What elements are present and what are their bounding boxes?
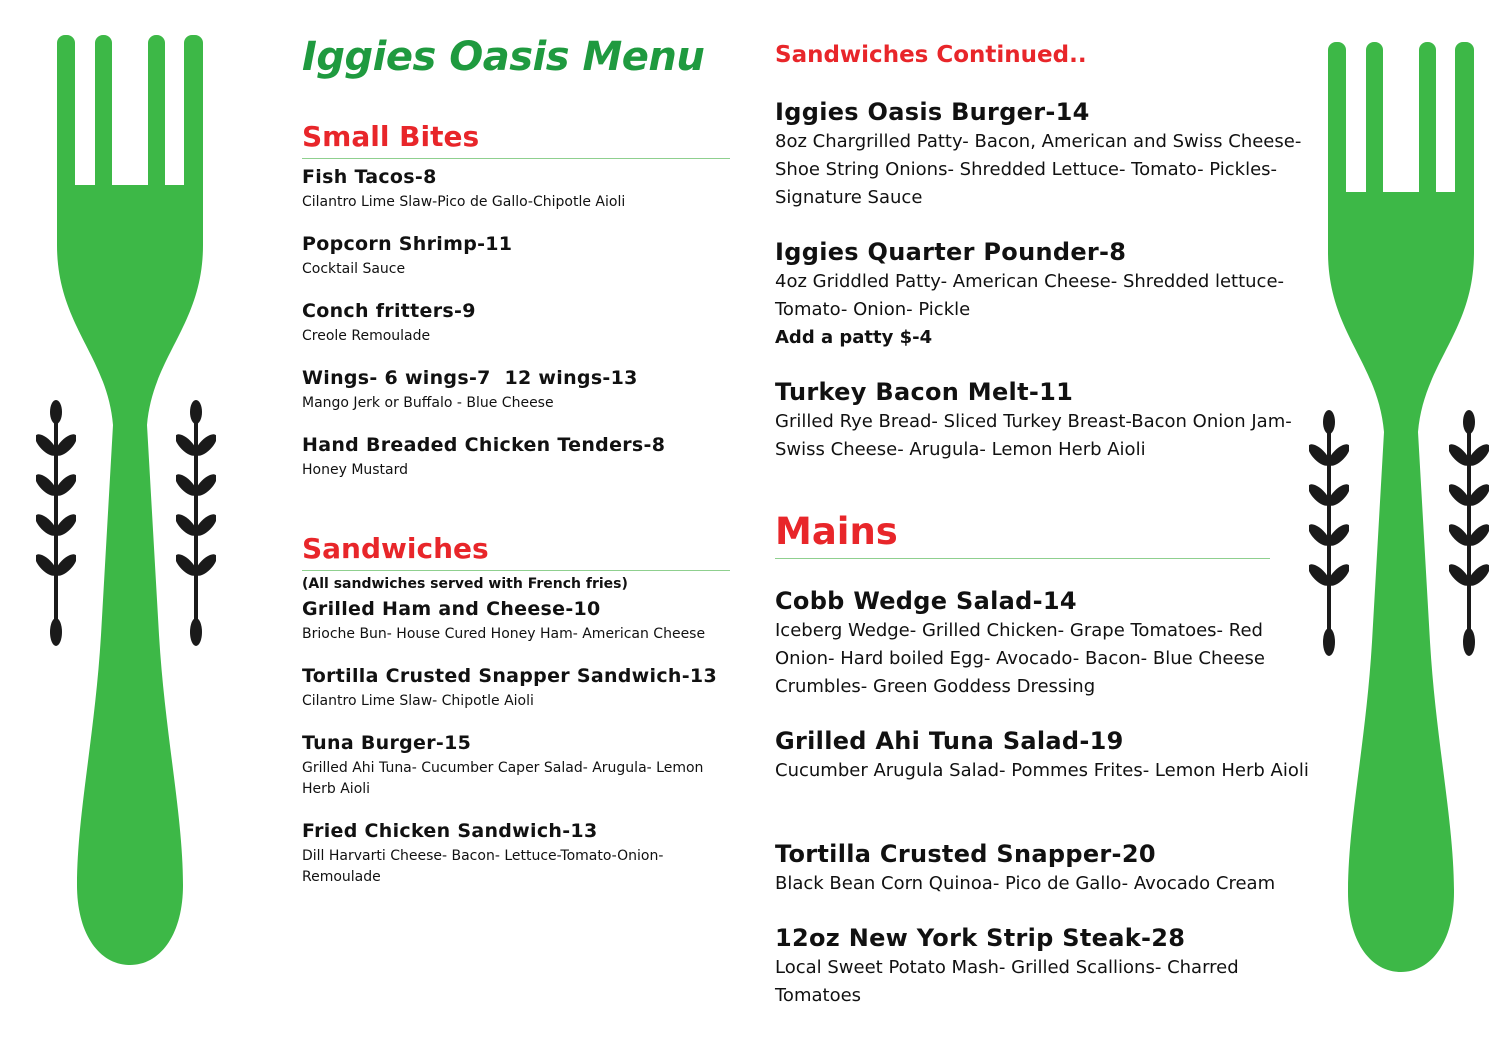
- menu-item: [302, 732, 732, 800]
- section-heading-mains: Mains: [775, 510, 898, 553]
- menu-item: [775, 378, 1320, 464]
- section-divider: [302, 158, 730, 159]
- item-description: Cucumber Arugula Salad- Pommes Frites- Lemon Herb Aioli: [775, 760, 1309, 781]
- menu-item: [302, 367, 732, 414]
- item-description: Black Bean Corn Quinoa- Pico de Gallo- Avocado Cream: [775, 873, 1276, 894]
- leaf-sprig-icon: [1449, 410, 1489, 660]
- menu-item: [302, 598, 732, 645]
- menu-item: [302, 233, 732, 280]
- item-name: 12oz New York Strip Steak-28: [775, 924, 1186, 952]
- menu-item: [302, 300, 732, 347]
- leaf-sprig-icon: [176, 400, 216, 650]
- item-name: Hand Breaded Chicken Tenders-8: [302, 434, 666, 456]
- menu-item: [302, 665, 732, 712]
- menu-item: [775, 587, 1320, 701]
- item-description: Local Sweet Potato Mash- Grilled Scallions- Charred Tomatoes: [775, 957, 1239, 1006]
- item-name: Fish Tacos-8: [302, 166, 437, 188]
- item-name: Popcorn Shrimp-11: [302, 233, 513, 255]
- menu-title: Iggies Oasis Menu: [302, 34, 705, 80]
- item-name: Fried Chicken Sandwich-13: [302, 820, 598, 842]
- section-heading-small-bites: Small Bites: [302, 120, 480, 153]
- item-name: Wings- 6 wings-7 12 wings-13: [302, 367, 638, 389]
- item-description: Cilantro Lime Slaw- Chipotle Aioli: [302, 693, 534, 709]
- sandwiches-note: (All sandwiches served with French fries): [302, 576, 628, 592]
- item-description: Creole Remoulade: [302, 328, 431, 344]
- item-description: 4oz Griddled Patty- American Cheese- Shredded lettuce- Tomato- Onion- Pickle: [775, 271, 1285, 320]
- item-name: Tortilla Crusted Snapper-20: [775, 840, 1156, 868]
- item-name: Cobb Wedge Salad-14: [775, 587, 1077, 615]
- item-addon: Add a patty $-4: [775, 327, 933, 348]
- menu-item: [775, 727, 1320, 785]
- menu-item: [302, 166, 732, 213]
- section-heading-sandwiches: Sandwiches: [302, 532, 489, 565]
- item-description: Dill Harvarti Cheese- Bacon- Lettuce-Tomato-Onion- Remoulade: [302, 848, 664, 885]
- item-description: Mango Jerk or Buffalo - Blue Cheese: [302, 395, 554, 411]
- section-heading-sandwiches-continued: Sandwiches Continued..: [775, 42, 1087, 68]
- item-name: Iggies Oasis Burger-14: [775, 98, 1090, 126]
- item-name: Grilled Ahi Tuna Salad-19: [775, 727, 1124, 755]
- menu-item: [302, 434, 732, 481]
- item-name: Conch fritters-9: [302, 300, 476, 322]
- item-description: Iceberg Wedge- Grilled Chicken- Grape Tomatoes- Red Onion- Hard boiled Egg- Avocado- Bacon- Blue Cheese Crumbles- Green Goddess Dressing: [775, 620, 1265, 697]
- item-name: Tortilla Crusted Snapper Sandwich-13: [302, 665, 717, 687]
- item-description: Cilantro Lime Slaw-Pico de Gallo-Chipotle Aioli: [302, 194, 626, 210]
- item-description: Cocktail Sauce: [302, 261, 406, 277]
- item-description: Honey Mustard: [302, 462, 409, 478]
- menu-item: [775, 924, 1320, 1010]
- item-description: Grilled Ahi Tuna- Cucumber Caper Salad- Arugula- Lemon Herb Aioli: [302, 760, 704, 797]
- item-name: Turkey Bacon Melt-11: [775, 378, 1074, 406]
- menu-item: [302, 820, 732, 888]
- item-name: Iggies Quarter Pounder-8: [775, 238, 1127, 266]
- item-description: Grilled Rye Bread- Sliced Turkey Breast-Bacon Onion Jam- Swiss Cheese- Arugula- Lemon Herb Aioli: [775, 411, 1292, 460]
- item-name: Tuna Burger-15: [302, 732, 472, 754]
- item-description: 8oz Chargrilled Patty- Bacon, American and Swiss Cheese- Shoe String Onions- Shredded Lettuce- Tomato- Pickles- Signature Sauce: [775, 131, 1302, 208]
- section-divider: [775, 558, 1270, 559]
- item-description: Brioche Bun- House Cured Honey Ham- American Cheese: [302, 626, 706, 642]
- menu-item: [775, 840, 1320, 898]
- item-name: Grilled Ham and Cheese-10: [302, 598, 601, 620]
- menu-item: [775, 98, 1320, 212]
- section-divider: [302, 570, 730, 571]
- leaf-sprig-icon: [36, 400, 76, 650]
- menu-item: [775, 238, 1320, 352]
